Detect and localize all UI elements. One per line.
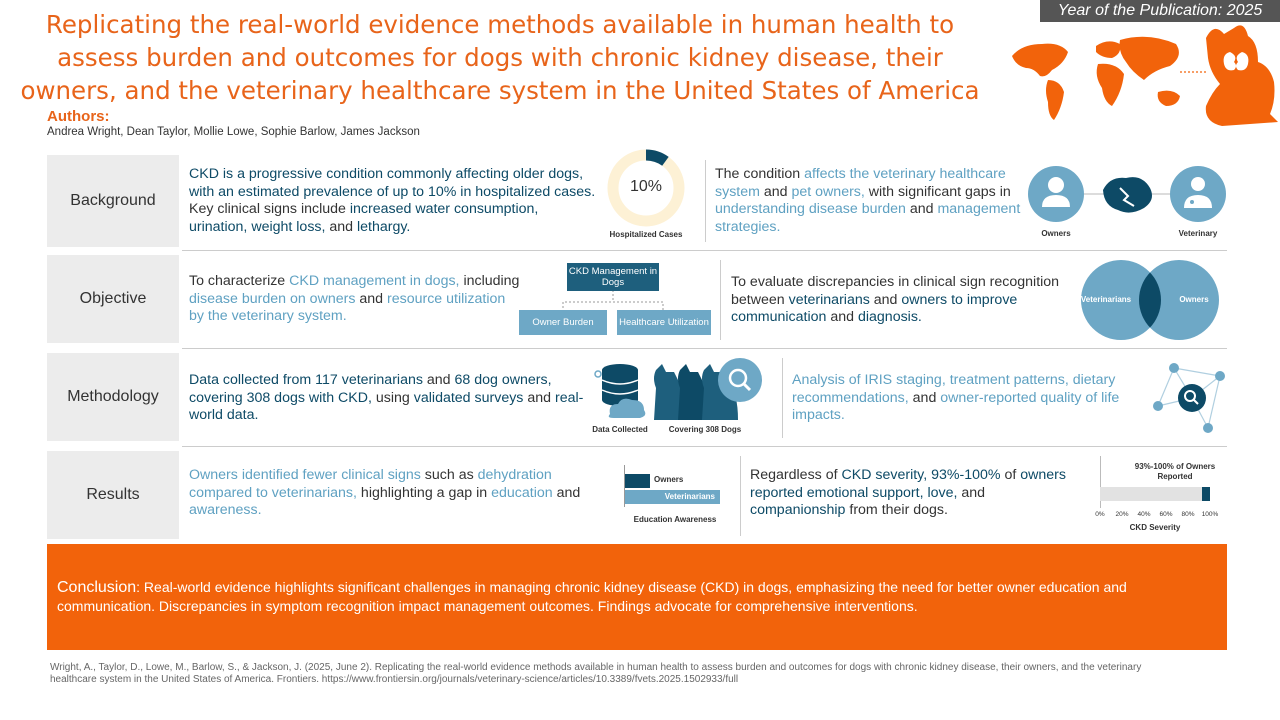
text-segment: awareness. xyxy=(189,502,262,518)
text-segment: owners reported emotional support, love, xyxy=(750,467,1066,501)
venn-left-label: Veterinarians xyxy=(1080,295,1132,304)
conclusion-body: : Real-world evidence highlights significant challenges in managing chronic kidney disease (CKD) in dogs, emphasizing the need for better owner education and communication. Discrepancies in symptom recognition impact management outcomes. Findings advocate for comprehensive interventions. xyxy=(57,579,1127,614)
text-segment: and xyxy=(759,183,792,200)
map-asia xyxy=(1120,37,1179,80)
map-north-america xyxy=(1012,44,1068,77)
text-segment: Data collected from 117 veterinarians xyxy=(189,372,423,388)
objective-right-text xyxy=(731,274,1076,327)
results-left-text xyxy=(189,467,609,520)
text-segment: veterinarians xyxy=(788,291,870,308)
text-segment: increased water consumption, xyxy=(349,201,539,217)
text-segment: 10% in hospitalized cases. xyxy=(427,183,596,200)
text-segment: pet owners, xyxy=(791,183,865,200)
tree-top-box: CKD Management in Dogs xyxy=(567,263,659,291)
authors-list: Andrea Wright, Dean Taylor, Mollie Lowe, Sophie Barlow, James Jackson xyxy=(47,126,420,138)
severity-tick: 60% xyxy=(1159,511,1173,518)
conclusion-text xyxy=(57,578,1207,615)
text-segment: resource utilization by the veterinary system. xyxy=(189,290,506,324)
text-segment: disease burden on owners xyxy=(189,290,356,307)
text-segment: To evaluate discrepancies in clinical sign recognition between xyxy=(731,274,1060,308)
text-segment: Analysis of IRIS staging, treatment patterns, dietary recommendations, xyxy=(792,372,1116,406)
text-segment: Regardless of xyxy=(750,467,842,483)
severity-bar-fill xyxy=(1202,487,1210,501)
icon-label-veterinary: Veterinary xyxy=(1178,229,1218,238)
text-segment: and xyxy=(957,484,986,501)
text-segment: using xyxy=(371,389,414,406)
bar-chart-caption: Education Awareness xyxy=(633,515,717,524)
text-segment: and xyxy=(869,291,902,308)
severity-tick: 40% xyxy=(1137,511,1151,518)
row-label-methodology: Methodology xyxy=(47,353,179,441)
methodology-left-text xyxy=(189,372,589,425)
text-segment: weight loss, xyxy=(251,218,326,235)
text-segment: highlighting a gap in xyxy=(356,484,492,501)
objective-left-text xyxy=(189,273,524,326)
text-segment: management strategies. xyxy=(715,201,1021,235)
database-cloud-icon xyxy=(592,362,652,424)
text-segment: with an estimated prevalence of up to xyxy=(189,183,428,200)
text-segment: 68 dog owners, xyxy=(454,372,552,388)
text-segment: CKD is a progressive condition commonly affecting older dogs, xyxy=(189,166,584,182)
row-label-background: Background xyxy=(47,155,179,247)
text-segment: education xyxy=(491,484,553,501)
text-segment: and xyxy=(325,218,358,235)
text-segment: companionship xyxy=(750,502,846,518)
row-label-objective: Objective xyxy=(47,255,179,343)
text-segment: and xyxy=(422,372,455,388)
text-segment: with significant gaps in xyxy=(864,183,1011,200)
text-segment: validated surveys xyxy=(413,389,524,406)
text-segment: real-world data. xyxy=(189,389,584,423)
text-segment: CKD management in dogs, xyxy=(289,273,460,289)
background-left-text xyxy=(189,166,599,236)
text-segment: urination, xyxy=(189,218,248,235)
text-segment: diagnosis. xyxy=(857,309,922,325)
publication-year-badge: Year of the Publication: 2025 xyxy=(1040,0,1280,22)
map-south-america xyxy=(1046,80,1064,120)
text-segment: and xyxy=(355,290,387,307)
bar-owners-label: Owners xyxy=(654,475,684,484)
text-segment: To characterize xyxy=(189,273,290,289)
three-dogs-icon xyxy=(650,358,765,424)
background-right-text xyxy=(715,166,1035,236)
text-segment: and xyxy=(523,389,555,406)
text-segment: and xyxy=(826,309,858,325)
severity-tick: 0% xyxy=(1095,511,1105,518)
text-segment: The condition xyxy=(715,166,805,182)
severity-xlabel: CKD Severity xyxy=(1129,523,1181,532)
bar-owners xyxy=(625,474,650,488)
text-segment: CKD severity, xyxy=(841,467,928,483)
text-segment: Owners identified fewer clinical signs xyxy=(189,467,421,483)
donut-caption: Hospitalized Cases xyxy=(609,230,683,239)
text-segment: and xyxy=(552,484,581,501)
owners-vets-icon-group xyxy=(1020,160,1260,240)
text-segment: such as xyxy=(420,467,478,483)
results-right-text xyxy=(750,467,1070,520)
icon-label-owners: Owners xyxy=(1041,229,1071,238)
map-australia xyxy=(1158,91,1180,106)
map-europe xyxy=(1096,41,1120,58)
text-segment: owners to improve communication xyxy=(731,291,1018,325)
text-segment: and xyxy=(908,389,941,406)
dog-silhouette xyxy=(1206,25,1278,126)
authors-heading: Authors: xyxy=(47,108,110,125)
map-africa xyxy=(1097,64,1124,106)
text-segment: understanding disease burden xyxy=(715,201,906,217)
severity-tick: 80% xyxy=(1181,511,1195,518)
text-segment: affects the veterinary healthcare system xyxy=(715,166,1006,200)
text-segment: dehydration compared to veterinarians, xyxy=(189,467,552,501)
world-map-dog-graphic xyxy=(1008,22,1280,130)
severity-tick: 100% xyxy=(1201,511,1219,518)
text-segment: covering 308 dogs with CKD, xyxy=(189,389,372,406)
text-segment: lethargy. xyxy=(357,218,411,235)
citation: Wright, A., Taylor, D., Lowe, M., Barlow, S., & Jackson, J. (2025, June 2). Replicating the real-world evidence methods available in human health to assess burden and outcomes for dogs with chronic kidney disease, their owners, and the veterinary healthcare system in the United States of America. Frontiers. https://www.frontiersin.org/journals/veterinary-science/articles/10.3389/fvets.2025.1502933/full xyxy=(50,662,1142,685)
methodology-right-text xyxy=(792,372,1137,425)
bar-vets: Veterinarians xyxy=(625,490,720,504)
severity-tick-row xyxy=(1095,511,1219,521)
venn-right-label: Owners xyxy=(1179,295,1209,304)
severity-chart-title: 93%-100% of Owners Reported xyxy=(1134,462,1216,481)
text-segment: from their dogs. xyxy=(845,502,948,518)
poster-title: Replicating the real-world evidence methods available in human health to assess burden and outcomes for dogs with chronic kidney disease, their owners, and the veterinary healthcare system in the United States of America xyxy=(20,10,980,105)
severity-tick: 20% xyxy=(1115,511,1129,518)
tree-left-box: Owner Burden xyxy=(519,310,607,335)
donut-value: 10% xyxy=(629,178,663,195)
text-segment: 93%-100% xyxy=(931,467,1001,483)
row-label-results: Results xyxy=(47,451,179,539)
tree-right-box: Healthcare Utilization xyxy=(617,310,711,335)
text-segment: Key clinical signs include xyxy=(189,201,350,217)
caption-data-collected: Data Collected xyxy=(592,425,648,434)
conclusion-heading: Conclusion xyxy=(57,579,137,596)
network-search-icon xyxy=(1148,360,1230,434)
text-segment: and xyxy=(905,201,938,217)
text-segment: owner-reported quality of life impacts. xyxy=(792,389,1120,423)
text-segment: including xyxy=(459,273,520,289)
text-segment: of xyxy=(1000,467,1021,483)
caption-covering-dogs: Covering 308 Dogs xyxy=(668,425,742,434)
severity-bar-track xyxy=(1100,487,1210,501)
conclusion-panel xyxy=(47,544,1227,650)
